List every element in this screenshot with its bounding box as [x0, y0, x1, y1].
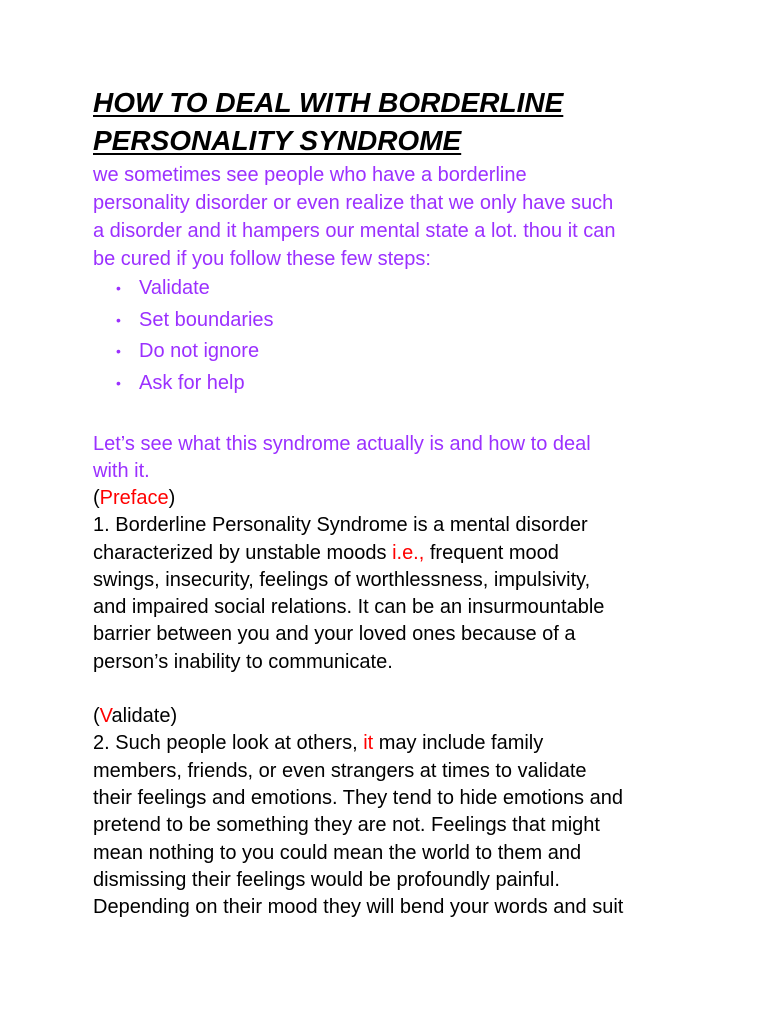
paragraph-line	[93, 730, 693, 757]
paragraph-line: person’s inability to communicate.	[93, 650, 393, 673]
lead-paragraph	[93, 431, 693, 485]
intro-paragraph	[93, 161, 693, 273]
paragraph-line: mean nothing to you could mean the world to them and	[93, 841, 582, 864]
paragraph-line: dismissing their feelings would be profoundly painful.	[93, 868, 560, 891]
paren-open: (	[93, 705, 100, 728]
step-label: Do not ignore	[139, 340, 260, 362]
paren-close: )	[168, 487, 176, 509]
list-item	[93, 273, 693, 305]
list-item	[93, 368, 693, 400]
paragraph-line: 1. Borderline Personality Syndrome is a mental disorder	[93, 514, 588, 537]
highlight-ie: i.e.,	[392, 541, 425, 564]
intro-line: be cured if you follow these few steps:	[93, 248, 431, 270]
bullet-icon: •	[116, 311, 121, 328]
text-run: may include family	[373, 732, 544, 755]
steps-list	[93, 273, 693, 399]
bullet-icon: •	[116, 280, 121, 296]
highlight-it: it	[363, 732, 374, 755]
validate-section	[93, 703, 693, 921]
validate-heading-initial: V	[99, 705, 112, 728]
step-label: Validate	[139, 277, 210, 299]
document-page	[93, 84, 693, 921]
intro-line: a disorder and it hampers our mental state a lot. thou it can	[93, 220, 616, 242]
text-run: characterized by unstable moods	[93, 541, 393, 564]
validate-heading	[93, 703, 693, 730]
step-label: Ask for help	[139, 371, 245, 394]
intro-line: personality disorder or even realize that we only have such	[93, 192, 614, 214]
bullet-icon: •	[116, 374, 121, 391]
bullet-icon: •	[116, 343, 121, 359]
preface-heading	[93, 485, 693, 512]
paragraph-line: and impaired social relations. It can be an insurmountable	[93, 596, 605, 619]
paren-open: (	[93, 487, 100, 509]
intro-line: we sometimes see people who have a borderline	[93, 164, 527, 186]
document-title	[93, 84, 693, 160]
paragraph-line	[93, 540, 693, 567]
paragraph-gap	[93, 676, 693, 703]
paragraph-line: pretend to be something they are not. Feelings that might	[93, 814, 600, 837]
step-label: Set boundaries	[139, 308, 274, 331]
lead-line: with it.	[93, 460, 150, 482]
paragraph-line: members, friends, or even strangers at times to validate	[93, 759, 587, 782]
preface-heading-word: Preface	[99, 487, 169, 509]
validate-heading-rest: alidate)	[111, 705, 178, 728]
list-item	[93, 305, 693, 337]
list-item	[93, 336, 693, 368]
paragraph-line: barrier between you and your loved ones because of a	[93, 623, 576, 646]
text-run: frequent mood	[424, 541, 559, 564]
title-line-2: PERSONALITY SYNDROME	[93, 125, 462, 156]
paragraph-line: their feelings and emotions. They tend to hide emotions and	[93, 786, 623, 809]
paragraph-line: Depending on their mood they will bend your words and suit	[93, 896, 624, 919]
paragraph-line: swings, insecurity, feelings of worthlessness, impulsivity,	[93, 568, 591, 591]
title-line-1: HOW TO DEAL WITH BORDERLINE	[93, 87, 564, 118]
lead-line: Let’s see what this syndrome actually is and how to deal	[93, 433, 591, 455]
preface-section	[93, 485, 693, 676]
text-run: 2. Such people look at others,	[93, 732, 364, 755]
